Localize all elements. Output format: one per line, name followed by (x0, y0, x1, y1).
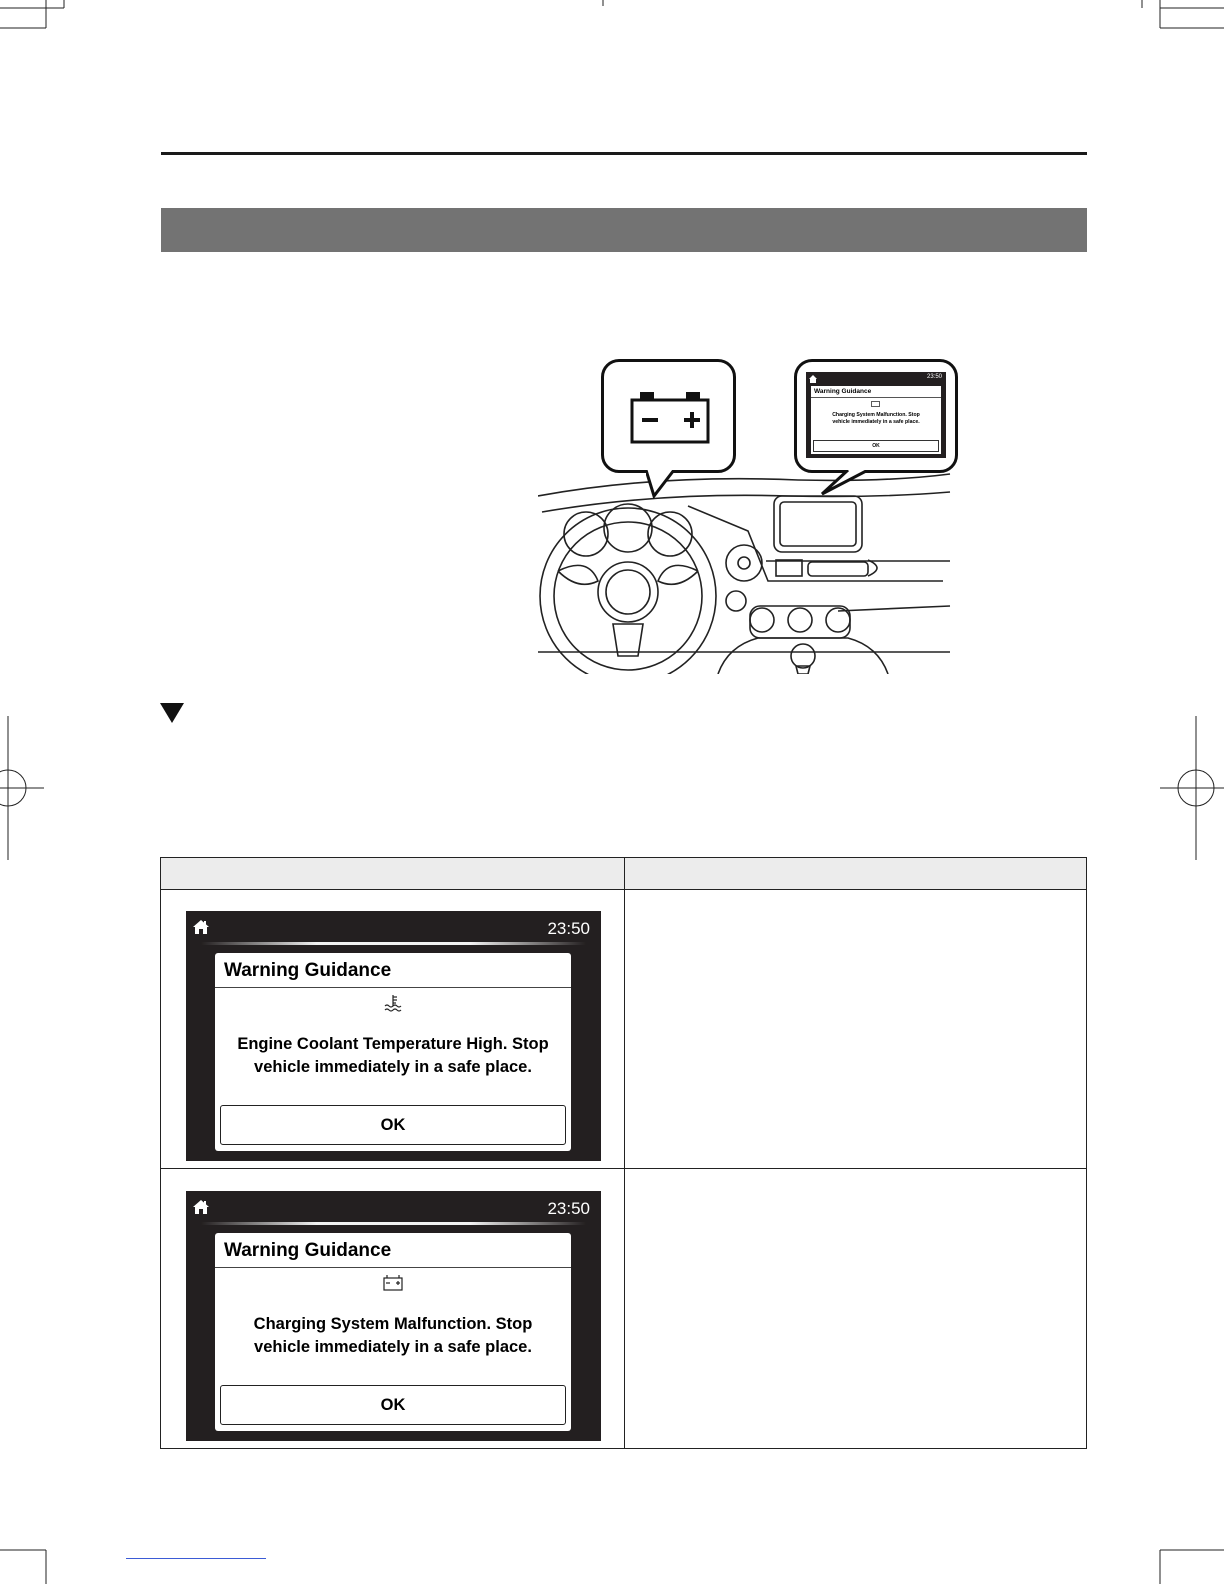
footer-link-underline[interactable] (126, 1558, 266, 1559)
mini-ok-button: OK (813, 440, 939, 452)
home-icon (809, 375, 817, 383)
clock: 23:50 (547, 1199, 590, 1218)
section-header-bar (161, 208, 1087, 252)
table-row (161, 889, 1086, 1199)
mini-battery-icon (871, 400, 880, 407)
dialog-separator (215, 987, 571, 988)
ok-button[interactable]: OK (220, 1105, 566, 1145)
display-warning-callout (794, 359, 958, 473)
warning-screen (186, 1191, 601, 1441)
home-icon (192, 1199, 210, 1215)
coolant-temperature-icon (383, 994, 403, 1012)
warning-screen (186, 911, 601, 1161)
mini-dialog-message (813, 412, 939, 426)
section-marker-triangle (160, 703, 184, 723)
dialog-message (225, 1313, 561, 1359)
header-glow-line (201, 1222, 586, 1225)
battery-icon (628, 390, 712, 448)
dialog-title: Warning Guidance (224, 960, 392, 981)
mini-dialog-title: Warning Guidance (814, 388, 872, 395)
mini-dialog-separator (811, 397, 941, 398)
battery-warning-callout (601, 359, 736, 473)
warning-dialog (215, 953, 571, 1151)
mini-screen (806, 372, 946, 458)
dialog-message (225, 1033, 561, 1079)
display-callout-tail (818, 470, 878, 500)
warning-table (160, 857, 1087, 1449)
clock: 23:50 (547, 919, 590, 938)
battery-icon (383, 1274, 403, 1292)
message-line-2: vehicle immediately in a safe place. (254, 1058, 532, 1076)
table-row (161, 1169, 1086, 1449)
battery-callout-tail (646, 470, 686, 500)
dialog-separator (215, 1267, 571, 1268)
home-icon (192, 919, 210, 935)
dialog-title: Warning Guidance (224, 1240, 392, 1261)
mini-clock: 23:50 (926, 374, 942, 380)
mini-dialog (811, 386, 941, 454)
message-line-1: Engine Coolant Temperature High. Stop (237, 1035, 549, 1053)
warning-dialog (215, 1233, 571, 1431)
mini-message-line-1: Charging System Malfunction. Stop (832, 412, 920, 418)
header-glow-line (201, 942, 586, 945)
dashboard-illustration (538, 356, 952, 674)
ok-button[interactable]: OK (220, 1385, 566, 1425)
top-rule (161, 152, 1087, 155)
message-line-2: vehicle immediately in a safe place. (254, 1338, 532, 1356)
message-line-1: Charging System Malfunction. Stop (253, 1315, 533, 1333)
mini-message-line-2: vehicle immediately in a safe place. (832, 419, 920, 425)
